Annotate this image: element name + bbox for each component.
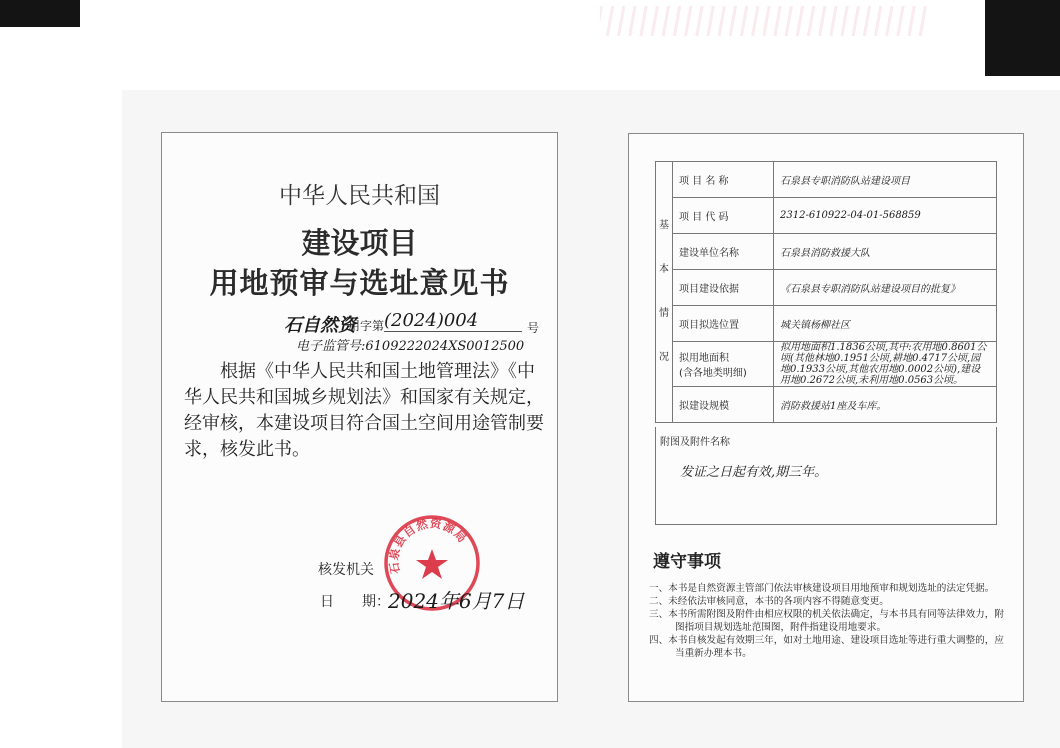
label-scale: 拟建设规模 bbox=[673, 387, 774, 423]
label-project-name: 项 目 名 称 bbox=[673, 162, 774, 198]
value-location: 城关镇杨柳社区 bbox=[774, 306, 997, 342]
table-row bbox=[656, 234, 997, 270]
notice-title: 遵守事项 bbox=[653, 552, 721, 572]
issuer-label: 核发机关 bbox=[318, 562, 374, 578]
doc-number-hao: 号 bbox=[527, 321, 540, 335]
value-builder: 石泉县消防救援大队 bbox=[774, 234, 997, 270]
doc-title-line1: 建设项目 bbox=[301, 226, 418, 260]
issue-date: 2024年6月7日 bbox=[388, 589, 525, 613]
scan-noise bbox=[600, 6, 930, 36]
doc-number-yongzi: 用字第 bbox=[348, 319, 385, 333]
label-basis: 项目建设依据 bbox=[673, 270, 774, 306]
doc-number: (2024)004 bbox=[384, 310, 479, 331]
value-land-area: 拟用地面积1.1836公顷,其中:农用地0.8601公顷(其他林地0.1951公顷,耕地0.4717公顷,园地0.1933公顷,其他农用地0.0002公顷),建设用地0.2672公顷,未利用地0.0563公顷。 bbox=[774, 342, 997, 387]
list-item: 三、本书所需附图及附件由相应权限的机关依法确定，与本书具有同等法律效力，附图指项目规划选址范围图，附件指建设用地要求。 bbox=[649, 609, 1004, 633]
table-row bbox=[656, 162, 997, 198]
list-item: 一、本书是自然资源主管部门依法审核建设项目用地预审和规划选址的法定凭据。 bbox=[649, 583, 995, 594]
seal-star-icon bbox=[416, 549, 448, 579]
label-builder: 建设单位名称 bbox=[673, 234, 774, 270]
table-row bbox=[656, 306, 997, 342]
notice-list bbox=[649, 582, 1009, 660]
table-row bbox=[656, 342, 997, 387]
attachments-label: 附图及附件名称 bbox=[660, 437, 730, 448]
table-row bbox=[656, 270, 997, 306]
value-scale: 消防救援站1座及车库。 bbox=[774, 387, 997, 423]
redaction-top-right bbox=[985, 0, 1060, 76]
value-project-code: 2312-610922-04-01-568859 bbox=[774, 198, 997, 234]
label-location: 项目拟选位置 bbox=[673, 306, 774, 342]
value-project-name: 石泉县专职消防队站建设项目 bbox=[774, 162, 997, 198]
table-row bbox=[656, 387, 997, 423]
attachments-value: 发证之日起有效,期三年。 bbox=[680, 465, 828, 480]
redaction-top-left bbox=[0, 0, 80, 27]
list-item: 二、未经依法审核同意，本书的各项内容不得随意变更。 bbox=[649, 596, 889, 607]
doc-number-underline bbox=[384, 331, 522, 332]
basic-info-table bbox=[655, 161, 997, 423]
country-name: 中华人民共和国 bbox=[279, 183, 440, 209]
certificate-details bbox=[628, 133, 1024, 702]
certificate-cover bbox=[161, 132, 558, 702]
seal-text: 石泉县自然资源局 bbox=[386, 516, 470, 575]
table-row bbox=[656, 198, 997, 234]
label-land-area: 拟用地面积 (含各地类明细) bbox=[673, 342, 774, 387]
list-item: 四、本书自核发起有效期三年，如对土地用途、建设项目选址等进行重大调整的，应当重新办理本书。 bbox=[649, 635, 1004, 659]
certificate-body: 根据《中华人民共和国土地管理法》《中华人民共和国城乡规划法》和国家有关规定，经审核，本建设项目符合国土空间用途管制要求，核发此书。 bbox=[184, 361, 544, 460]
date-label: 日 期： bbox=[320, 594, 390, 610]
attachments-box bbox=[655, 427, 997, 525]
e-supervision-number: 电子监管号:6109222024XS0012500 bbox=[296, 339, 525, 354]
value-basis: 《石泉县专职消防队站建设项目的批复》 bbox=[774, 270, 997, 306]
basic-info-side-label: 基 本 情 况 bbox=[656, 162, 673, 423]
label-project-code: 项 目 代 码 bbox=[673, 198, 774, 234]
doc-title-line2: 用地预审与选址意见书 bbox=[209, 266, 510, 300]
doc-number-prefix: 石自然资 bbox=[284, 315, 356, 336]
